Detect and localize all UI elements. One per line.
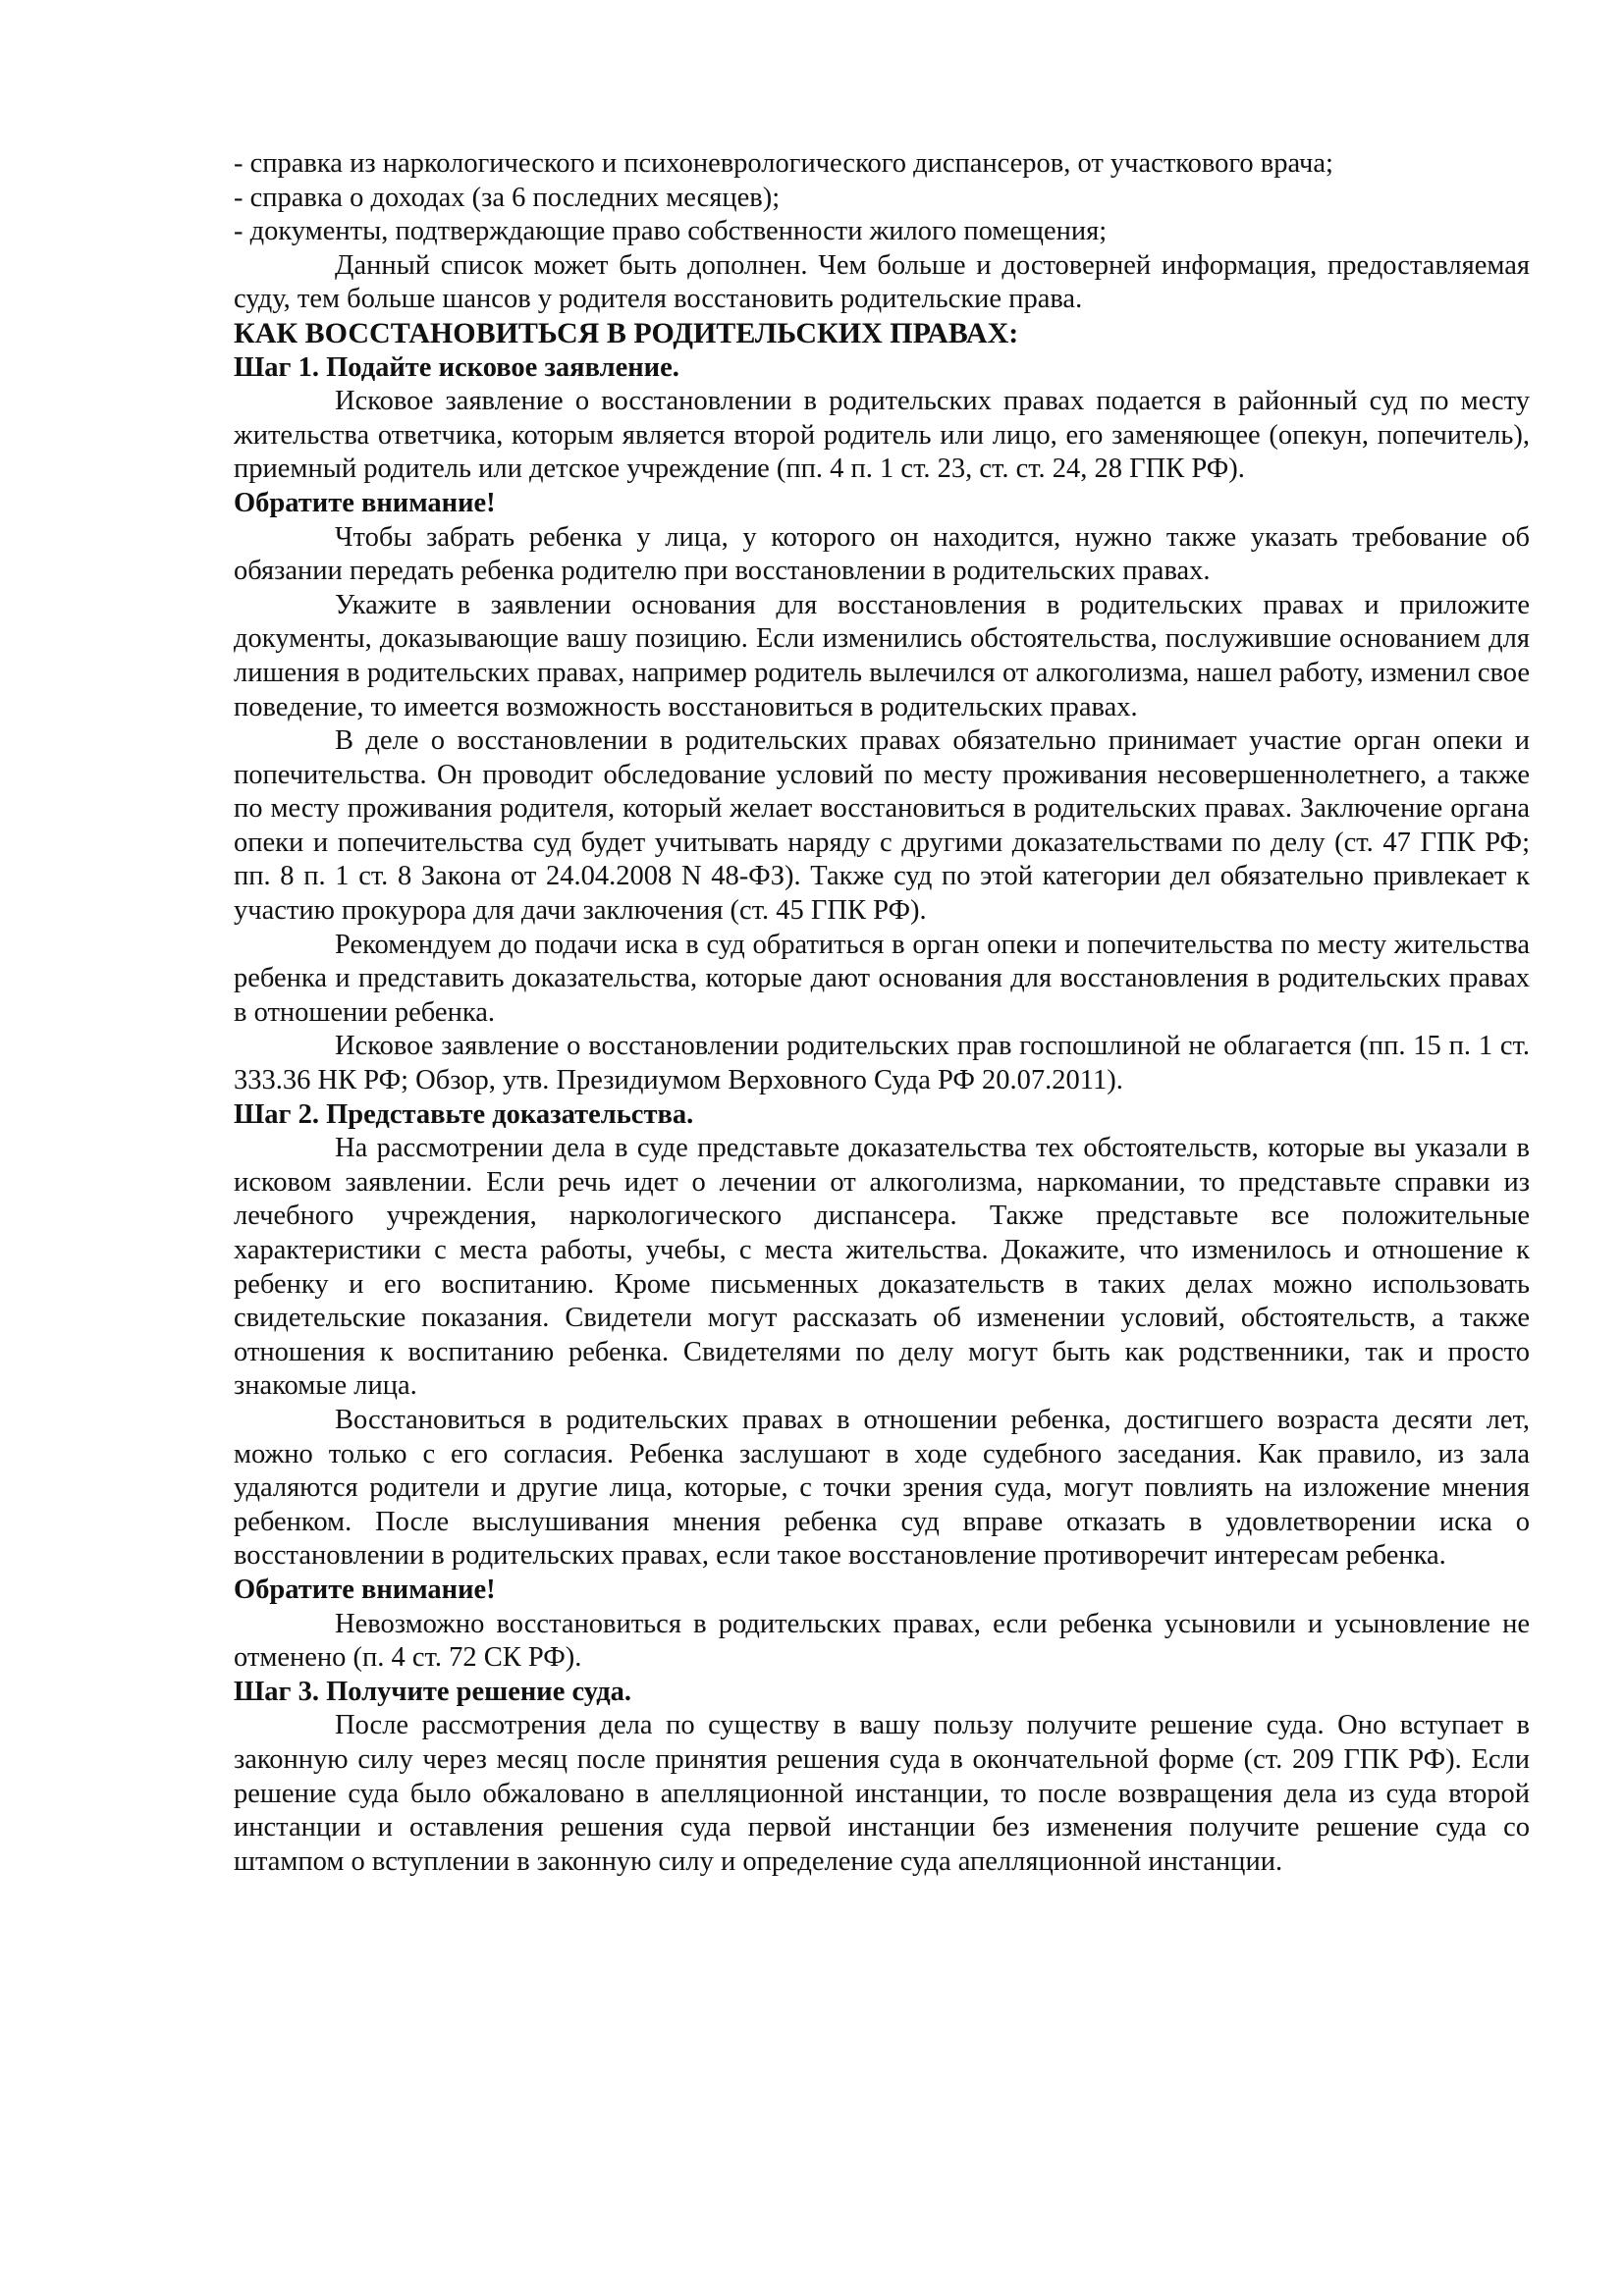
step3-title: Шаг 3. Получите решение суда. [234,1676,632,1707]
step1-paragraph: Чтобы забрать ребенка у лица, у которого он находится, нужно также указать требование об обязании передать ребенка родителю при восстановлении в родительских правах. [234,521,1530,587]
step1-paragraph: Укажите в заявлении основания для восстановления в родительских правах и приложите документы, доказывающие вашу позицию. Если изменились обстоятельства, послужившие основанием для лишения в родительских правах, например родитель вылечился от алкоголизма, нашел работу, изменил свое поведение, то имеется возможность восстановиться в родительских правах. [234,589,1530,722]
step1-title: Шаг 1. Подайте исковое заявление. [234,351,679,383]
document-page [234,147,1530,1879]
step1-paragraph: Рекомендуем до подачи иска в суд обратиться в орган опеки и попечительства по месту жительства ребенка и представить доказательства, которые дают основания для восстановления в родительских правах в отношении ребенка. [234,929,1530,1028]
step2-title: Шаг 2. Представьте доказательства. [234,1098,694,1130]
step2-paragraph: На рассмотрении дела в суде представьте доказательства тех обстоятельств, которые вы указали в исковом заявлении. Если речь идет о лечении от алкоголизма, наркомании, то представьте справки из лечебного учреждения, наркологического диспансера. Также представьте все положительные характеристики с места работы, учебы, с места жительства. Докажите, что изменилось и отношение к ребенку и его воспитанию. Кроме письменных доказательств в таких делах можно использовать свидетельские показания. Свидетели могут рассказать об изменении условий, обстоятельств, а также отношения к воспитанию ребенка. Свидетелями по делу могут быть как родственники, так и просто знакомые лица. [234,1133,1530,1402]
list-item: - документы, подтверждающие право собственности жилого помещения; [234,216,1108,247]
intro-paragraph: Данный список может быть дополнен. Чем больше и достоверней информация, предоставляемая суду, тем больше шансов у родителя восстановить родительские права. [234,249,1530,315]
list-item: - справка о доходах (за 6 последних месяцев); [234,182,781,213]
step1-paragraph: Исковое заявление о восстановлении в родительских правах подается в районный суд по месту жительства ответчика, которым является второй родитель или лицо, его заменяющее (опекун, попечитель), приемный родитель или детское учреждение (пп. 4 п. 1 ст. 23, ст. ст. 24, 28 ГПК РФ). [234,386,1530,485]
step3-paragraph: После рассмотрения дела по существу в вашу пользу получите решение суда. Оно вступает в законную силу через месяц после принятия решения суда в окончательной форме (ст. 209 ГПК РФ). Если решение суда было обжаловано в апелляционной инстанции, то после возвращения дела из суда второй инстанции и оставления решения суда первой инстанции без изменения получите решение суда со штампом о вступлении в законную силу и определение суда апелляционной инстанции. [234,1710,1530,1877]
step2-paragraph: Восстановиться в родительских правах в отношении ребенка, достигшего возраста десяти лет, можно только с его согласия. Ребенка заслушают в ходе судебного заседания. Как правило, из зала удаляются родители и другие лица, которые, с точки зрения суда, могут повлиять на изложение мнения ребенком. После выслушивания мнения ребенка суд вправе отказать в удовлетворении иска о восстановлении в родительских правах, если такое восстановление противоречит интересам ребенка. [234,1404,1530,1572]
step2-paragraph: Невозможно восстановиться в родительских правах, если ребенка усыновили и усыновление не отменено (п. 4 ст. 72 СК РФ). [234,1608,1530,1674]
notice-heading: Обратите внимание! [234,487,496,518]
list-item: - справка из наркологического и психоневрологического диспансеров, от участкового врача; [234,148,1333,179]
step1-paragraph: Исковое заявление о восстановлении родительских прав госпошлиной не облагается (пп. 15 п. 1 ст. 333.36 НК РФ; Обзор, утв. Президиумом Верховного Суда РФ 20.07.2011). [234,1031,1530,1096]
notice-heading: Обратите внимание! [234,1574,496,1605]
main-heading: КАК ВОССТАНОВИТЬСЯ В РОДИТЕЛЬСКИХ ПРАВАХ: [234,316,1019,349]
step1-paragraph: В деле о восстановлении в родительских правах обязательно принимает участие орган опеки и попечительства. Он проводит обследование условий по месту проживания несовершеннолетнего, а также по месту проживания родителя, который желает восстановиться в родительских правах. Заключение органа опеки и попечительства суд будет учитывать наряду с другими доказательствами по делу (ст. 47 ГПК РФ; пп. 8 п. 1 ст. 8 Закона от 24.04.2008 N 48-ФЗ). Также суд по этой категории дел обязательно привлекает к участию прокурора для дачи заключения (ст. 45 ГПК РФ). [234,725,1530,927]
